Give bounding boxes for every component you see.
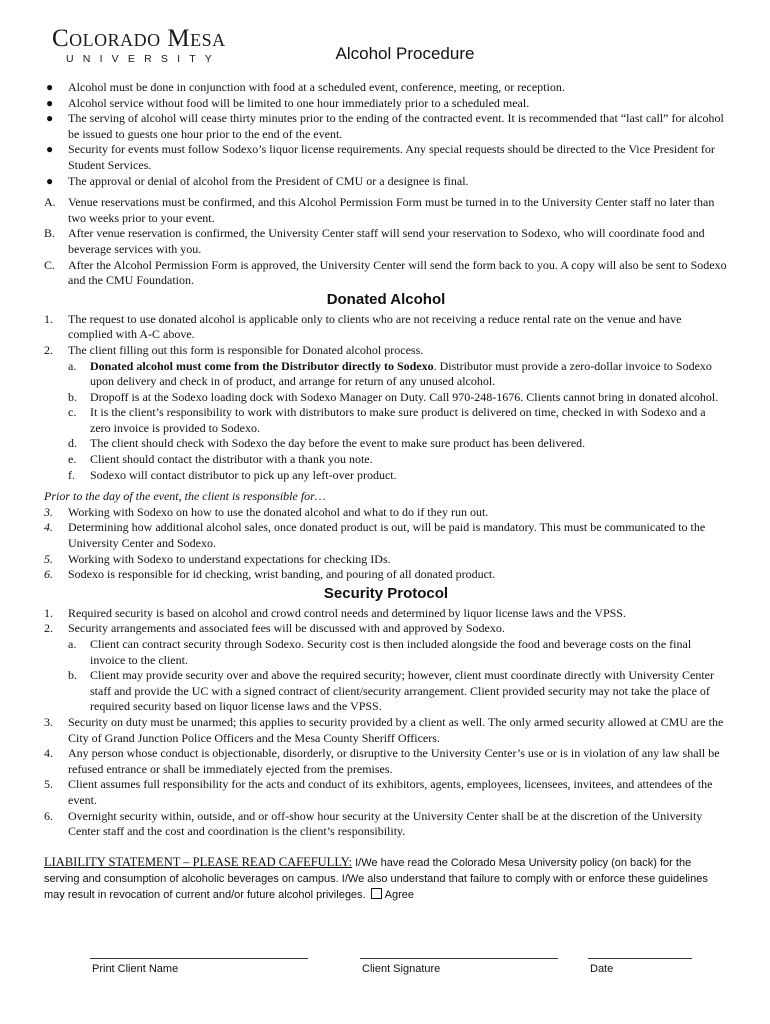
security-protocol-list bbox=[44, 606, 728, 840]
sub-list-item: e. Client should contact the distributor with a thank you note. bbox=[68, 452, 373, 467]
page-title: Alcohol Procedure bbox=[335, 44, 475, 63]
bullet-icon: ● bbox=[46, 142, 54, 157]
list-item: 5. Working with Sodexo to understand expectations for checking IDs. bbox=[44, 551, 391, 566]
list-item: 5. Client assumes full responsibility for the acts and conduct of its exhibitors, agents, employees, licensees, invitees, and attendees of the event. bbox=[44, 777, 713, 807]
bullet-icon: ● bbox=[46, 95, 54, 110]
bullet-item: ● The serving of alcohol will cease thirty minutes prior to the ending of the contracted event. It is recommended that “last call” for alcohol be issued to guests one hour prior to the end of the event. bbox=[46, 111, 724, 141]
sub-list-item: d. The client should check with Sodexo the day before the event to make sure product has been delivered. bbox=[68, 436, 586, 451]
liability-statement bbox=[44, 854, 728, 903]
sub-list-item: a. Client can contract security through Sodexo. Security cost is then included alongside the food and beverage costs on the final invoice to the client. bbox=[68, 637, 692, 667]
list-item: 2. Security arrangements and associated fees will be discussed with and approved by Sodexo. a. Client can contract security through Sodexo. Security cost is then included alongside the food and beverage costs on the final invoice to the client. b. Client may provide security over and above the required security; however, client must coordinate directly with University Center staff and provide the UC with a signed contract of client/security arrangement. Client provided security may not take the place of required security based on liquor license laws and the VPSS. bbox=[44, 621, 728, 715]
bullet-item: ● Alcohol must be done in conjunction with food at a scheduled event, conference, meeting, or reception. bbox=[46, 80, 565, 94]
list-item: 3. Security on duty must be unarmed; this applies to security provided by a client as well. The only armed security allowed at CMU are the City of Grand Junction Police Officers and the Mesa County Sheriff Officers. bbox=[44, 714, 724, 745]
bullet-icon: ● bbox=[46, 173, 54, 188]
prior-to-event-intro: Prior to the day of the event, the client is responsible for… bbox=[44, 489, 326, 504]
list-item: 6. Sodexo is responsible for id checking, wrist banding, and pouring of all donated product. bbox=[44, 567, 496, 582]
list-item: 1. The request to use donated alcohol is applicable only to clients who are not receiving a reduce rental rate on the venue and have complied with A-C above. bbox=[44, 311, 682, 342]
bullet-item: ● Security for events must follow Sodexo’s liquor license requirements. Any special requests should be directed to the Vice President for Student Services. bbox=[46, 142, 715, 172]
signature-field[interactable] bbox=[360, 958, 558, 975]
print-name-field[interactable] bbox=[90, 958, 308, 975]
logo-main-text: Colorado Mesa bbox=[52, 25, 226, 52]
signature-label: Client Signature bbox=[362, 963, 441, 975]
lettered-step: A. Venue reservations must be confirmed, and this Alcohol Permission Form must be turned in to the University Center staff no later than two weeks prior to your event. bbox=[44, 195, 715, 225]
signature-row bbox=[0, 958, 770, 988]
list-item: 3. Working with Sodexo on how to use the donated alcohol and what to do if they run out. bbox=[44, 504, 489, 519]
lettered-step: C. After the Alcohol Permission Form is approved, the University Center will send the form back to you. A copy will also be sent to Sodexo and the CMU Foundation. bbox=[44, 257, 727, 288]
bullet-item: ● The approval or denial of alcohol from the President of CMU or a designee is final. bbox=[46, 173, 469, 188]
prior-to-event-list bbox=[44, 505, 728, 583]
donated-sub-list bbox=[68, 359, 728, 484]
sub-list-item: b. Dropoff is at the Sodexo loading dock with Sodexo Manager on Duty. Call 970-248-1676. Clients cannot bring in donated alcohol. bbox=[68, 389, 719, 404]
liability-heading: LIABILITY STATEMENT – PLEASE READ CAFEFULLY: bbox=[44, 854, 353, 869]
logo-sub-text: UNIVERSITY bbox=[66, 53, 222, 65]
list-item: 4. Any person whose conduct is objectionable, disorderly, or disruptive to the University Center’s use or is in violation of any law shall be refused entrance or shall be immediately ejected from the premises. bbox=[44, 746, 720, 776]
agree-label: Agree bbox=[384, 888, 415, 901]
sub-list-item: f. Sodexo will contact distributor to pick up any left-over product. bbox=[68, 467, 397, 482]
date-field[interactable] bbox=[588, 958, 692, 975]
list-item: 6. Overnight security within, outside, and or off-show hour security at the University Center shall be at the discretion of the University Center staff and the cost and coordination is the client’s responsibility. bbox=[44, 808, 703, 839]
bullet-item: ● Alcohol service without food will be limited to one hour immediately prior to a scheduled meal. bbox=[46, 95, 530, 110]
sub-list-item: a. Donated alcohol must come from the Distributor directly to Sodexo. Distributor must provide a zero-dollar invoice to Sodexo upon delivery and check in of product, and arrange for return of any unused alcohol. bbox=[68, 358, 712, 389]
agree-checkbox[interactable] bbox=[371, 888, 382, 899]
bullet-icon: ● bbox=[46, 111, 54, 126]
document-body bbox=[44, 80, 728, 903]
list-item: 2. The client filling out this form is responsible for Donated alcohol process. a. Donated alcohol must come from the Distributor directly to Sodexo. Distributor must provide a zero-dollar invoice to Sodexo upon delivery and check in of product, and arrange for return of any unused alcohol. b. Dropoff is at the Sodexo loading dock with Sodexo Manager on Duty. Call 970-248-1676. Clients cannot bring in donated alcohol. c. It is the client’s responsibility to work with distributors to make sure product is delivered on time, checked in with Sodexo and a zero invoice is provided to Sodexo. d. The client should check with Sodexo the day before the event to make sure product has been delivered. e. Client should contact the distributor with a thank you note. f. Sodexo will contact distributor to pick up any left-over product. bbox=[44, 343, 728, 483]
bullet-icon: ● bbox=[46, 80, 54, 94]
list-item: 1. Required security is based on alcohol and crowd control needs and determined by liquor license laws and the VPSS. bbox=[44, 605, 626, 620]
print-name-label: Print Client Name bbox=[92, 963, 179, 975]
sub-list-item: b. Client may provide security over and above the required security; however, client must coordinate directly with University Center staff and provide the UC with a signed contract of client/security arrangement. Client provided security may not take the place of required security based on liquor license laws and the VPSS. bbox=[68, 668, 714, 714]
lettered-steps-list bbox=[44, 195, 728, 289]
sub-list-item: c. It is the client’s responsibility to work with distributors to make sure product is delivered on time, checked in with Sodexo and a zero invoice is provided to Sodexo. bbox=[68, 405, 706, 435]
donated-alcohol-list bbox=[44, 312, 728, 484]
lettered-step: B. After venue reservation is confirmed, the University Center staff will send your reservation to Sodexo, who will coordinate food and beverage services with you. bbox=[44, 226, 705, 256]
security-protocol-heading: Security Protocol bbox=[323, 584, 449, 602]
donated-alcohol-heading: Donated Alcohol bbox=[326, 290, 446, 308]
security-sub-list bbox=[68, 637, 728, 715]
list-item: 4. Determining how additional alcohol sales, once donated product is out, will be paid is mandatory. This must be communicated to the University Center and Sodexo. bbox=[44, 520, 706, 551]
date-label: Date bbox=[590, 963, 614, 975]
rules-bullet-list bbox=[44, 80, 728, 189]
liability-text: I/We have read the Colorado Mesa University policy (on back) for the serving and consumption of alcoholic beverages on campus. I/We also understand that failure to comply with or enforce these guidelines may result in revocation of current and/or future alcohol privileges. bbox=[44, 856, 708, 901]
